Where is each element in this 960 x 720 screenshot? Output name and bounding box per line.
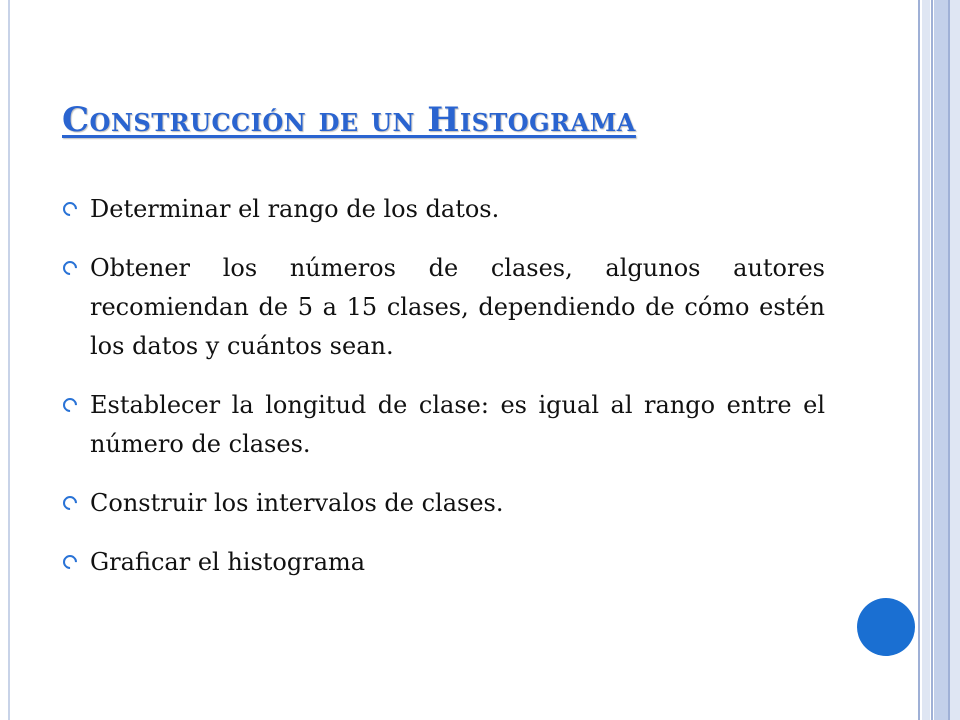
bullet-icon: [60, 395, 80, 415]
bullet-icon: [60, 552, 80, 572]
bullet-text: Obtener los números de clases, algunos autores recomiendan de 5 a 15 clases, dependiendo de cómo estén los datos y cuántos sean.: [90, 254, 825, 360]
right-stripe: [922, 0, 930, 720]
bullet-icon: [60, 258, 80, 278]
bullet-item: [60, 543, 825, 582]
accent-circle: [857, 598, 915, 656]
bullet-item: [60, 249, 825, 366]
bullet-icon: [60, 199, 80, 219]
right-stripe: [918, 0, 920, 720]
right-stripe: [950, 0, 960, 720]
bullet-text: Graficar el histograma: [90, 548, 366, 576]
bullet-text: Construir los intervalos de clases.: [90, 489, 504, 517]
bullet-item: [60, 190, 825, 229]
left-frame-line: [8, 0, 10, 720]
bullet-item: [60, 484, 825, 523]
bullet-text: Establecer la longitud de clase: es igual al rango entre el número de clases.: [90, 391, 825, 458]
bullet-text: Determinar el rango de los datos.: [90, 195, 500, 223]
slide-title: Construcción de un Histograma: [62, 100, 636, 140]
bullet-list: [60, 190, 825, 602]
right-stripe: [931, 0, 933, 720]
bullet-icon: [60, 493, 80, 513]
bullet-item: [60, 386, 825, 464]
right-stripe: [934, 0, 948, 720]
